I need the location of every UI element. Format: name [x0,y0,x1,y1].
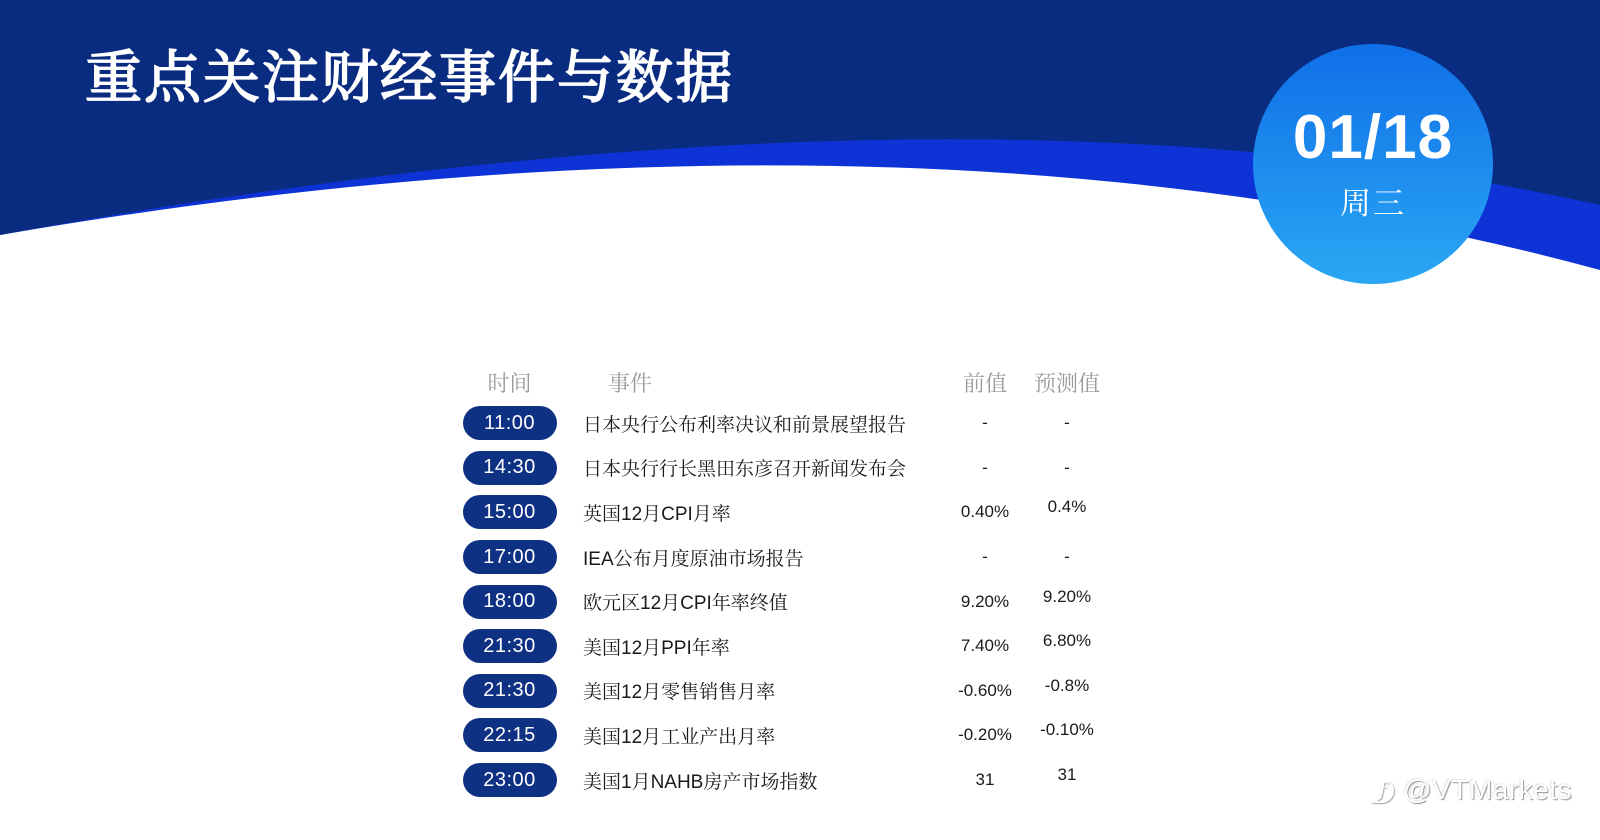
brand-watermark [1369,774,1572,806]
table-row [440,401,1140,446]
previous-value-cell: 9.20% [960,591,1010,611]
event-cell: 英国12月CPI月率 [583,503,731,525]
previous-value-cell: 31 [975,770,995,790]
time-pill: 18:00 [463,585,557,619]
column-header-previous: 前值 [962,370,1007,396]
forecast-value-cell: - [1064,547,1070,567]
previous-value-cell: -0.20% [958,725,1012,745]
time-pill: 11:00 [463,406,557,440]
event-cell: 美国12月PPI年率 [583,637,730,659]
time-cell [440,451,579,485]
forecast-value-cell: - [1064,457,1070,477]
table-rows [440,401,1140,802]
time-cell [440,495,579,529]
time-pill: 21:30 [463,674,557,708]
event-cell: 日本央行公布利率决议和前景展望报告 [583,414,907,436]
date-badge [1253,44,1493,284]
event-cell: 日本央行行长黑田东彦召开新闻发布会 [583,459,907,481]
event-cell: 美国12月工业产出月率 [583,726,776,748]
table-row [440,579,1140,624]
previous-value-cell: 0.40% [960,502,1010,522]
column-header-time: 时间 [487,370,532,396]
time-pill: 21:30 [463,629,557,663]
forecast-value-cell: 6.80% [1042,631,1092,651]
facebook-icon: f [1369,778,1394,803]
table-row [440,713,1140,758]
forecast-value-cell: 31 [1057,765,1077,785]
time-cell [440,718,579,752]
time-pill: 23:00 [463,763,557,797]
forecast-value-cell: -0.10% [1040,720,1094,740]
table-row [440,446,1140,491]
table-row [440,535,1140,580]
table-row [440,490,1140,535]
previous-value-cell: -0.60% [958,680,1012,700]
time-pill: 22:15 [463,718,557,752]
previous-value-cell: - [982,547,988,567]
time-pill: 15:00 [463,495,557,529]
forecast-value-cell: -0.8% [1044,675,1090,695]
table-row [440,624,1140,669]
forecast-value-cell: 0.4% [1047,497,1087,517]
forecast-value-cell: - [1064,413,1070,433]
column-header-forecast: 预测值 [1033,370,1100,396]
time-pill: 14:30 [463,451,557,485]
time-cell [440,406,579,440]
event-cell: 欧元区12月CPI年率终值 [583,593,788,615]
time-cell [440,585,579,619]
event-cell: 美国1月NAHB房产市场指数 [583,771,818,793]
page-title: 重点关注财经事件与数据 [85,46,734,110]
event-cell: IEA公布月度原油市场报告 [583,548,804,570]
event-cell: 美国12月零售销售月率 [583,682,776,704]
events-table [440,363,1140,802]
previous-value-cell: - [982,457,988,477]
table-row [440,758,1140,803]
table-header-row [440,363,1140,401]
time-cell [440,763,579,797]
time-cell [440,674,579,708]
forecast-value-cell: 9.20% [1042,586,1092,606]
time-pill: 17:00 [463,540,557,574]
previous-value-cell: - [982,413,988,433]
table-row [440,669,1140,714]
previous-value-cell: 7.40% [960,636,1010,656]
time-cell [440,540,579,574]
date-weekday: 周三 [1340,186,1406,222]
watermark-handle: @VTMarkets [1403,774,1572,805]
column-header-event: 事件 [608,370,653,396]
time-cell [440,629,579,663]
date-day: 01/18 [1292,102,1454,172]
